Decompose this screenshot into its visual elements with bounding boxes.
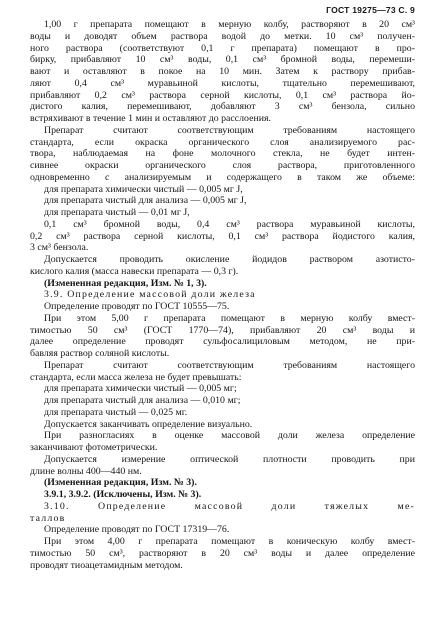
text-line: Препарат считают соответствующим требованиям настоящего (44, 359, 415, 371)
amendment-note: (Измененная редакция, Изм. № 1, 3). (44, 277, 207, 289)
text-line: бавляя раствор соляной кислоты. (30, 348, 170, 359)
list-item: для препарата химически чистый — 0,005 мг; (44, 383, 237, 395)
text-line: встряхивают в течение 1 мин и оставляют до расслоения. (30, 113, 271, 124)
section-heading: таллов (30, 512, 66, 524)
text-line: стандарта, если масса железа не будет превышать: (30, 371, 242, 383)
text-line: кислого калия (масса навески препарата — 0,3 г). (30, 265, 239, 277)
section-heading: 3.10. Определение массовой доли тяжелых ме- (44, 500, 415, 512)
text-line: При разногласиях в оценке массовой доли железа определение (44, 430, 415, 442)
list-item: для препарата химически чистый — 0,005 мг J, (44, 183, 243, 195)
text-line: воды и доводят объем раствора водой до метки. 10 см³ получен- (30, 30, 415, 42)
list-item: для препарата чистый — 0,025 мг. (44, 406, 188, 418)
list-item: для препарата чистый для анализа — 0,010 мг; (44, 395, 241, 406)
text-line: 0,1 см³ бромной воды, 0,4 см³ раствора муравьиной кислоты, (44, 218, 415, 230)
section-heading: 3.9. Определение массовой доли железа (44, 289, 256, 301)
text-line: 0,2 см³ раствора серной кислоты, 0,1 см³ раствора йодистого калия, (30, 230, 415, 242)
excluded-note: 3.9.1, 3.9.2. (Исключены, Изм. № 3). (44, 489, 202, 500)
list-item: для препарата чистый для анализа — 0,005 мг J, (44, 195, 247, 207)
text-line: При этом 4,00 г препарата помещают в коническую колбу вмест- (44, 536, 415, 547)
text-line: твора, наблюдаемая на фоне молочного стекла, не будет интен- (30, 148, 415, 160)
text-line: Препарат считают соответствующим требованиям настоящего (44, 124, 415, 136)
text-line: тимостью 50 см³, растворяют в 20 см³ воды и далее определение (30, 547, 415, 559)
text-line: Определение проводят по ГОСТ 17319—76. (44, 524, 230, 536)
text-line: ляют 0,4 см³ муравьиной кислоты, тщательно перемешивают, (30, 77, 415, 89)
text-line: прибавляют 0,2 см³ раствора серной кислоты, 0,1 см³ раствора йо- (30, 89, 415, 101)
text-line: дистого калия, перемешивают, добавляют 3 см³ бензола, сильно (30, 101, 415, 113)
text-line: проводят тиоацетамидным методом. (30, 559, 183, 571)
text-line: 3 см³ бензола. (30, 242, 89, 254)
list-item: для препарата чистый — 0,01 мг J, (44, 207, 190, 218)
text-line: стандарта, если окраска органического слоя анализируемого рас- (30, 136, 415, 148)
text-line: тимостью 50 см³ (ГОСТ 1770—74), прибавляют 20 см³ воды и (30, 324, 415, 336)
page-header: ГОСТ 19275—73 С. 9 (326, 5, 415, 15)
text-line: 1,00 г препарата помещают в мерную колбу, растворяют в 20 см³ (44, 19, 415, 30)
text-line: Допускается измерение оптической плотности проводить при (44, 453, 415, 465)
text-line: ного раствора (соответствуют 0,1 г препарата) помещают в про- (30, 42, 415, 54)
text-line: одновременно с анализируемым и содержащего в таком же объеме: (30, 171, 415, 183)
text-line: сивнее окраски органического слоя раствора, приготовленного (30, 160, 415, 171)
text-line: вают и оставляют в покое на 10 мин. Затем к раствору прибав- (30, 66, 415, 77)
text-line: длине волны 400—440 нм. (30, 465, 142, 477)
text-line: заканчивают фотометрически. (30, 442, 158, 453)
text-line: Допускается заканчивать определение визуально. (44, 418, 253, 430)
text-line: бирку, прибавляют 10 см³ воды, 0,1 см³ бромной воды, перемеши- (30, 54, 415, 66)
text-line: При этом 5,00 г препарата помещают в мерную колбу вмест- (44, 312, 415, 324)
amendment-note: (Измененная редакция, Изм. № 3). (44, 477, 197, 489)
text-line: Определение проводят по ГОСТ 10555—75. (44, 301, 230, 312)
text-line: далее определение проводят сульфосалициловым методом, не при- (30, 336, 415, 348)
text-line: Допускается проводить окисление йодидов раствором азотисто- (44, 254, 415, 265)
